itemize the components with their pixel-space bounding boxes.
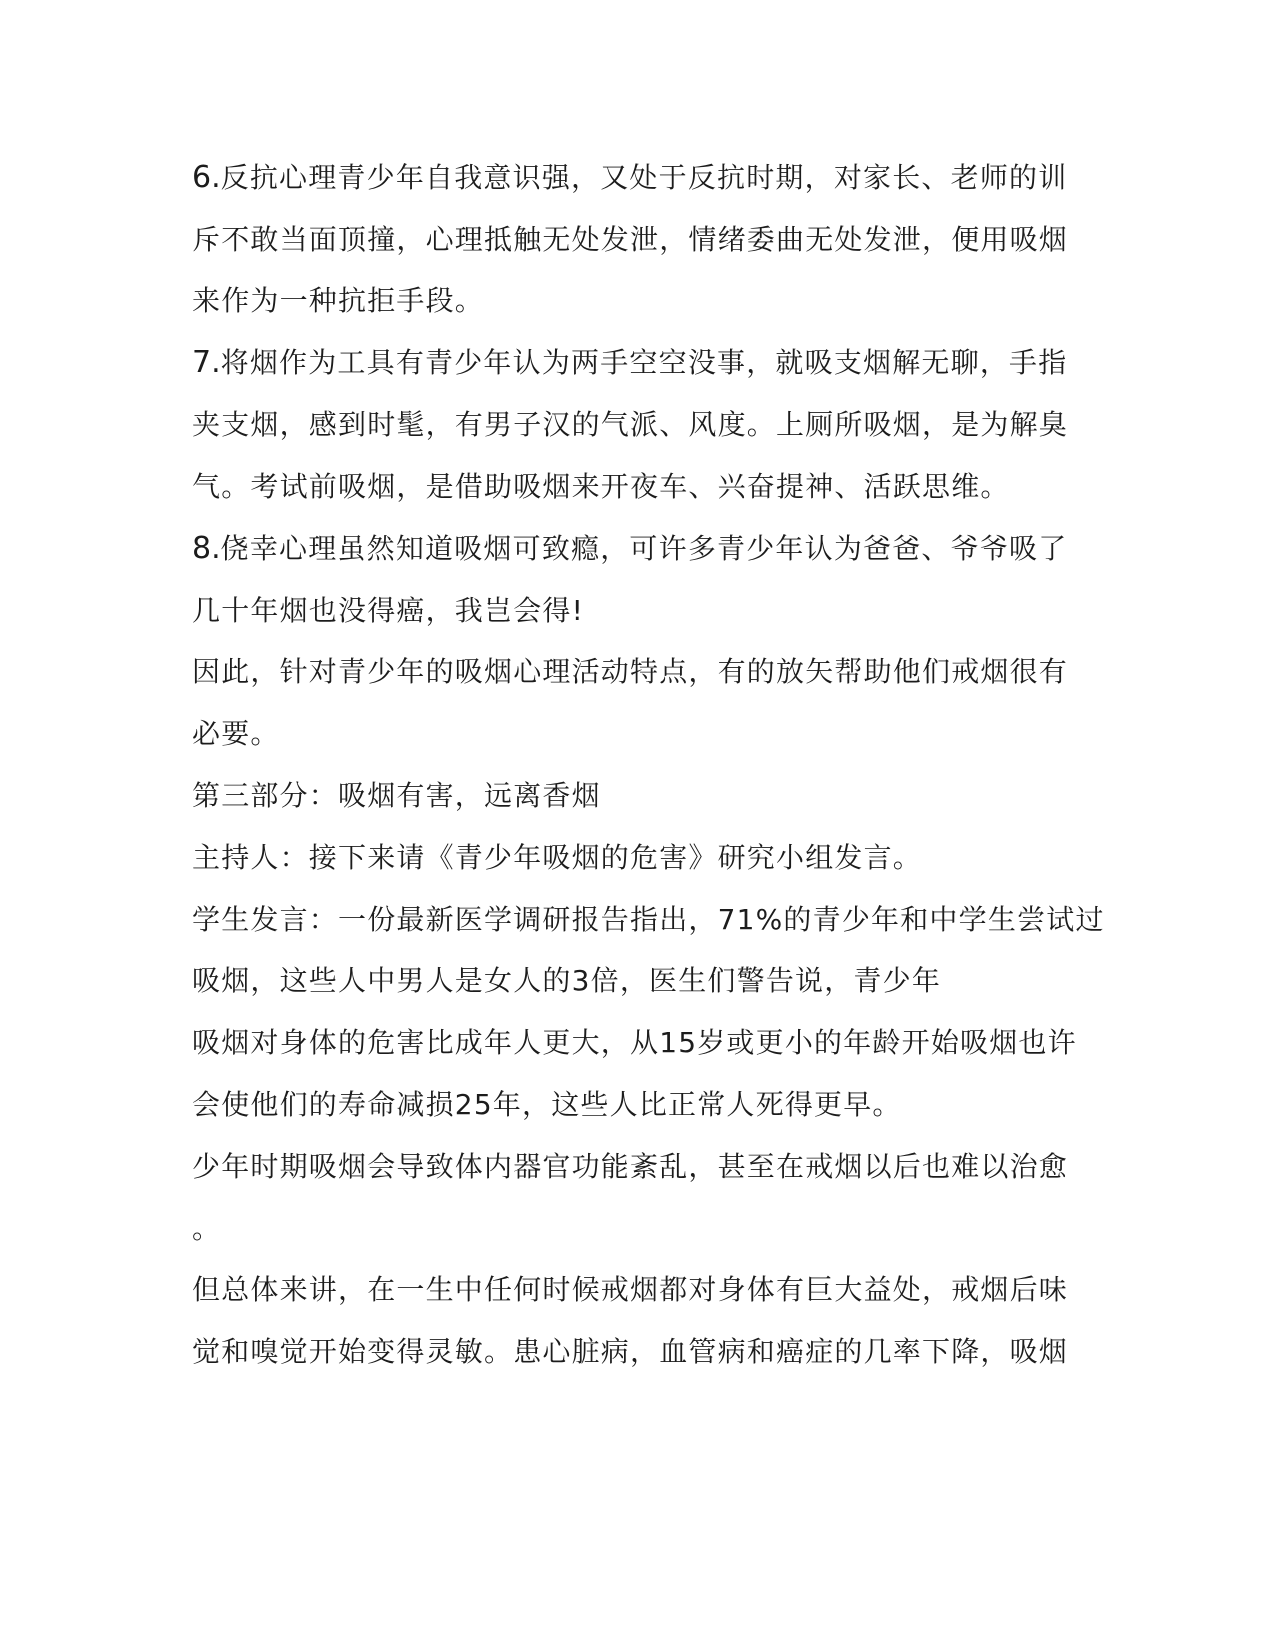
youth-para-line-1: 少年时期吸烟会导致体内器官功能紊乱，甚至在戒烟以后也难以治愈 (192, 1150, 1069, 1183)
conclusion-line-2: 必要。 (192, 717, 280, 750)
student-line-2: 吸烟，这些人中男人是女人的3倍，医生们警告说，青少年 (192, 964, 942, 997)
item-7-line-2: 夹支烟，感到时髦，有男子汉的气派、风度。上厕所吸烟，是为解臭 (192, 408, 1069, 441)
item-8-number: 8. (192, 531, 221, 566)
item-6-line-2: 斥不敢当面顶撞，心理抵触无处发泄，情绪委曲无处发泄，便用吸烟 (192, 223, 1069, 256)
item-8-line-2: 几十年烟也没得癌，我岂会得! (192, 594, 585, 627)
benefit-para-line-2: 觉和嗅觉开始变得灵敏。患心脏病，血管病和癌症的几率下降，吸烟 (192, 1335, 1069, 1368)
item-6-text-1: 反抗心理青少年自我意识强，又处于反抗时期，对家长、老师的训 (220, 161, 1068, 194)
host-line: 主持人：接下来请《青少年吸烟的危害》研究小组发言。 (192, 841, 923, 874)
student-line-1: 学生发言：一份最新医学调研报告指出，71%的青少年和中学生尝试过 (192, 903, 1105, 936)
conclusion-line-1: 因此，针对青少年的吸烟心理活动特点，有的放矢帮助他们戒烟很有 (192, 655, 1069, 688)
student-line-3: 吸烟对身体的危害比成年人更大，从15岁或更小的年龄开始吸烟也许 (192, 1026, 1077, 1059)
benefit-para-line-1: 但总体来讲，在一生中任何时候戒烟都对身体有巨大益处，戒烟后味 (192, 1273, 1069, 1306)
section-3-title: 第三部分：吸烟有害，远离香烟 (192, 779, 601, 812)
item-6-line-3: 来作为一种抗拒手段。 (192, 284, 485, 317)
item-7-line-3: 气。考试前吸烟，是借助吸烟来开夜车、兴奋提神、活跃思维。 (192, 470, 1010, 503)
item-7-line-1 (192, 343, 1067, 383)
item-7-number: 7. (192, 345, 221, 380)
item-8-line-1 (192, 529, 1067, 569)
item-8-text-1: 侥幸心理虽然知道吸烟可致瘾，可许多青少年认为爸爸、爷爷吸了 (220, 532, 1068, 565)
item-6-number: 6. (192, 160, 221, 195)
item-6-line-1 (192, 158, 1067, 198)
student-line-4: 会使他们的寿命减损25年，这些人比正常人死得更早。 (192, 1088, 902, 1121)
item-7-text-1: 将烟作为工具有青少年认为两手空空没事，就吸支烟解无聊，手指 (220, 346, 1068, 379)
youth-para-line-2: 。 (192, 1212, 222, 1245)
